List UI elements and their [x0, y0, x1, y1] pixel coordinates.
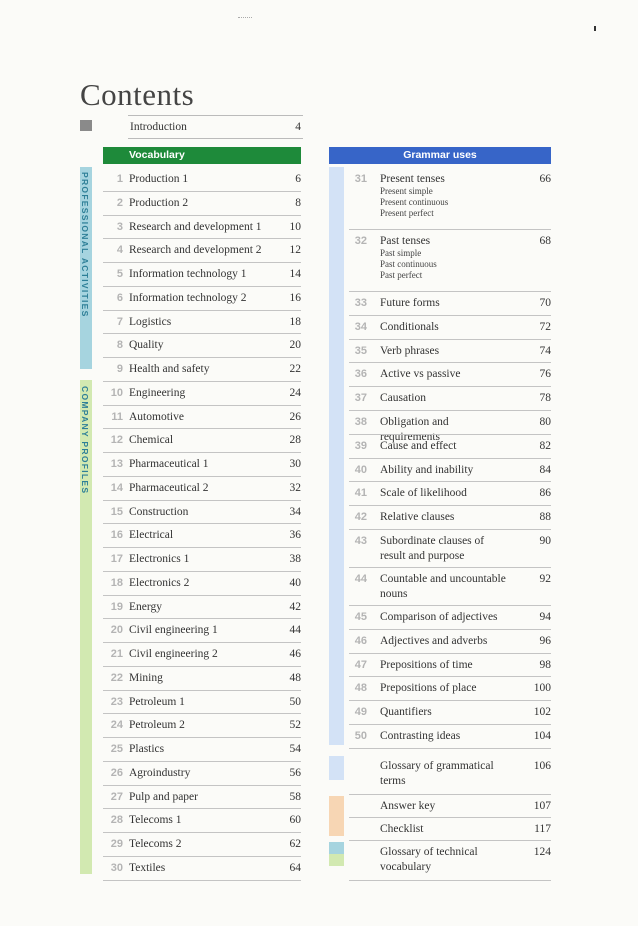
row-divider: [103, 381, 301, 382]
entry-page: 94: [539, 611, 551, 623]
entry-page: 12: [289, 244, 301, 257]
entry-label: Engineering: [129, 386, 186, 399]
entry-page: 16: [289, 291, 301, 304]
row-divider: [349, 629, 551, 630]
entry-number: 49: [354, 706, 367, 719]
entry-label: Research and development 1: [129, 220, 262, 233]
entry-number: 41: [354, 487, 367, 500]
entry-number: 10: [110, 386, 123, 399]
entry-number: 25: [110, 743, 123, 755]
entry-label: Answer key: [380, 799, 436, 812]
row-divider: [103, 238, 301, 239]
entry-page: 90: [539, 535, 551, 547]
row-divider: [103, 500, 301, 501]
entry-number: 19: [110, 600, 123, 613]
entry-number: 35: [354, 344, 367, 357]
entry-sublabel: Present continuous: [380, 197, 449, 207]
row-divider: [349, 315, 551, 316]
entry-page: 72: [539, 320, 551, 333]
entry-page: 28: [289, 434, 301, 447]
entry-page: 38: [289, 553, 301, 565]
row-divider: [349, 386, 551, 387]
entry-label: Cause and effect: [380, 439, 457, 452]
entry-number: 18: [110, 576, 123, 589]
entry-label: Telecoms 2: [129, 838, 182, 850]
entry-number: 44: [354, 573, 367, 585]
vocabulary-header-label: Vocabulary: [129, 149, 185, 161]
row-divider: [103, 191, 301, 192]
entry-number: 23: [110, 695, 123, 708]
entry-number: 28: [110, 814, 123, 827]
entry-label: Chemical: [129, 434, 174, 447]
entry-page: 6: [295, 173, 301, 185]
row-divider: [349, 748, 551, 749]
entry-label: Prepositions of time: [380, 658, 473, 671]
row-divider: [103, 761, 301, 762]
entry-number: 1: [116, 173, 123, 185]
entry-page: 74: [539, 344, 551, 357]
entry-label: Present tenses Present simple Present continuous Present perfect: [380, 172, 510, 219]
entry-number: 13: [110, 458, 123, 470]
row-divider: [349, 339, 551, 340]
entry-label: Ability and inability: [380, 463, 474, 476]
entry-page: 34: [289, 505, 301, 518]
entry-number: 50: [354, 730, 367, 742]
row-divider: [349, 481, 551, 482]
row-divider: [103, 476, 301, 477]
entry-page: 107: [533, 799, 551, 812]
entry-number: 4: [116, 244, 123, 257]
row-divider: [103, 547, 301, 548]
row-divider: [349, 410, 551, 411]
entry-label: Construction: [129, 505, 189, 518]
intro-square: [80, 120, 92, 131]
entry-label: Energy: [129, 600, 163, 613]
vocabulary-header: [103, 147, 301, 164]
entry-number: 47: [354, 658, 367, 671]
row-divider: [103, 262, 301, 263]
entry-number: 40: [354, 463, 367, 476]
entry-page: 32: [289, 481, 301, 494]
entry-label: Electronics 2: [129, 576, 190, 589]
entry-number: 16: [110, 529, 123, 542]
entry-label: Petroleum 1: [129, 695, 185, 708]
entry-number: 27: [110, 790, 123, 803]
glossary-band: [329, 756, 344, 780]
entry-page: 40: [289, 576, 301, 589]
entry-number: 17: [110, 553, 123, 565]
row-divider: [349, 434, 551, 435]
entry-label: Verb phrases: [380, 344, 440, 357]
row-divider: [349, 653, 551, 654]
row-divider: [103, 428, 301, 429]
answer-band: [329, 796, 344, 836]
entry-sublabel: Past perfect: [380, 270, 423, 280]
entry-number: 37: [354, 392, 367, 405]
entry-page: 76: [539, 368, 551, 381]
entry-page: 60: [289, 814, 301, 827]
entry-label: Quantifiers: [380, 706, 432, 719]
row-divider: [103, 310, 301, 311]
entry-page: 104: [533, 730, 551, 742]
entry-label: Civil engineering 2: [129, 648, 218, 660]
corner-mark: [594, 26, 596, 31]
entry-label: Future forms: [380, 297, 440, 309]
row-divider: [103, 215, 301, 216]
entry-page: 78: [539, 392, 551, 405]
entry-label: Petroleum 2: [129, 719, 185, 732]
entry-label: Production 1: [129, 173, 189, 185]
row-divider: [103, 642, 301, 643]
entry-page: 8: [295, 196, 301, 209]
entry-number: 14: [110, 481, 123, 494]
entry-label: Glossary of technical vocabulary: [380, 845, 478, 873]
row-divider: [103, 333, 301, 334]
entry-sublabel: Past continuous: [380, 259, 437, 269]
entry-sublabel: Present perfect: [380, 208, 434, 218]
entry-page: 52: [289, 719, 301, 732]
row-divider: [103, 808, 301, 809]
entry-page: 96: [539, 634, 551, 647]
entry-label: Information technology 1: [129, 268, 247, 280]
entry-page: 54: [289, 743, 301, 755]
entry-page: 36: [289, 529, 301, 542]
row-divider: [103, 785, 301, 786]
entry-page: 80: [539, 416, 551, 428]
entry-page: 20: [289, 339, 301, 352]
entry-label: Relative clauses: [380, 511, 455, 524]
row-divider: [103, 571, 301, 572]
entry-page: 82: [539, 439, 551, 452]
entry-page: 18: [289, 315, 301, 328]
intro-page: 4: [295, 121, 301, 133]
entry-page: 86: [539, 487, 551, 500]
entry-label: Subordinate clauses of result and purpose: [380, 535, 485, 562]
entry-label: Production 2: [129, 196, 189, 209]
entry-page: 117: [534, 822, 551, 835]
entry-number: 26: [110, 766, 123, 779]
entry-page: 84: [539, 463, 551, 476]
entry-number: 24: [110, 719, 123, 732]
entry-number: 11: [111, 410, 123, 423]
entry-page: 100: [533, 682, 551, 695]
entry-page: 56: [289, 766, 301, 779]
entry-page: 14: [289, 268, 301, 280]
entry-number: 15: [110, 505, 123, 518]
row-divider: [103, 690, 301, 691]
entry-page: 88: [539, 511, 551, 524]
entry-label: Automotive: [129, 410, 184, 423]
entry-number: 38: [354, 416, 367, 428]
entry-page: 106: [533, 759, 551, 772]
row-divider: [349, 362, 551, 363]
entry-sublabel: Past simple: [380, 248, 422, 258]
entry-number: 46: [354, 634, 367, 647]
entry-page: 42: [289, 600, 301, 613]
entry-label: Active vs passive: [380, 368, 461, 381]
entry-page: 46: [289, 648, 301, 660]
row-divider: [103, 618, 301, 619]
row-divider: [349, 700, 551, 701]
entry-page: 58: [289, 790, 301, 803]
row-divider: [349, 229, 551, 230]
row-divider: [349, 605, 551, 606]
entry-label: Mining: [129, 671, 163, 684]
entry-page: 30: [289, 458, 301, 470]
row-divider: [349, 676, 551, 677]
entry-number: 33: [354, 297, 367, 309]
row-divider: [349, 880, 551, 881]
entry-number: 31: [354, 173, 367, 185]
entry-label: Countable and uncountable nouns: [380, 573, 506, 600]
entry-label: Prepositions of place: [380, 682, 477, 695]
entry-page: 24: [289, 386, 301, 399]
entry-label: Conditionals: [380, 320, 439, 333]
entry-page: 50: [289, 695, 301, 708]
entry-label: Obligation and requirements: [380, 416, 449, 443]
entry-label: Electrical: [129, 529, 174, 542]
entry-label: Contrasting ideas: [380, 730, 461, 742]
row-divider: [349, 794, 551, 795]
entry-page: 92: [539, 573, 551, 585]
entry-page: 68: [539, 235, 551, 247]
entry-label: Quality: [129, 339, 164, 352]
entry-number: 5: [116, 268, 123, 280]
entry-label: Glossary of grammatical terms: [380, 759, 494, 787]
glossary-tech-band-bottom: [329, 854, 344, 866]
entry-number: 3: [116, 220, 123, 233]
row-divider: [103, 666, 301, 667]
company-label: COMPANY PROFILES: [80, 386, 90, 495]
row-divider: [349, 817, 551, 818]
entry-number: 42: [354, 511, 367, 524]
row-divider: [103, 523, 301, 524]
entry-number: 29: [110, 838, 123, 850]
grammar-header: Grammar uses: [329, 147, 551, 164]
entry-number: 8: [116, 339, 123, 352]
row-divider: [103, 856, 301, 857]
glossary-tech-band-top: [329, 842, 344, 854]
entry-label: Adjectives and adverbs: [380, 634, 488, 647]
entry-page: 124: [533, 845, 551, 858]
row-divider: [349, 724, 551, 725]
entry-number: 2: [116, 196, 123, 209]
entry-page: 26: [289, 410, 301, 423]
entry-number: 39: [354, 439, 367, 452]
entry-label: Information technology 2: [129, 291, 247, 304]
row-divider: [103, 357, 301, 358]
entry-number: 20: [110, 624, 123, 637]
entry-label: Causation: [380, 392, 426, 405]
row-divider: [349, 840, 551, 841]
row-divider: [103, 832, 301, 833]
row-divider: [349, 567, 551, 568]
row-divider: [103, 286, 301, 287]
entry-label: Pharmaceutical 2: [129, 481, 209, 494]
row-divider: [103, 595, 301, 596]
entry-page: 48: [289, 671, 301, 684]
entry-label: Telecoms 1: [129, 814, 182, 827]
row-divider: [103, 452, 301, 453]
grammar-band: [329, 167, 344, 745]
professional-label: PROFESSIONAL ACTIVITIES: [80, 172, 90, 318]
row-divider: [349, 505, 551, 506]
entry-page: 10: [289, 220, 301, 233]
entry-label: Agroindustry: [129, 766, 191, 779]
entry-label: Logistics: [129, 315, 172, 328]
entry-number: 12: [110, 434, 123, 447]
entry-label: Scale of likelihood: [380, 487, 467, 500]
entry-label: Research and development 2: [129, 244, 262, 257]
entry-label: Pulp and paper: [129, 790, 198, 803]
entry-number: 34: [354, 320, 367, 333]
top-mark: [238, 17, 252, 18]
row-divider: [349, 529, 551, 530]
entry-number: 7: [116, 315, 123, 328]
entry-number: 22: [110, 671, 123, 684]
entry-number: 36: [354, 368, 367, 381]
intro-label: Introduction: [130, 121, 187, 133]
entry-page: 44: [289, 624, 301, 637]
row-divider: [349, 458, 551, 459]
page-title: Contents: [80, 76, 195, 112]
entry-number: 45: [354, 611, 367, 623]
entry-label: Electronics 1: [129, 553, 190, 565]
entry-number: 21: [110, 648, 123, 660]
entry-page: 98: [539, 658, 551, 671]
entry-label: Pharmaceutical 1: [129, 458, 209, 470]
entry-page: 70: [539, 297, 551, 309]
entry-label: Comparison of adjectives: [380, 611, 498, 623]
entry-page: 66: [539, 173, 551, 185]
entry-label: Checklist: [380, 822, 424, 835]
row-divider: [103, 880, 301, 881]
entry-number: 6: [116, 291, 123, 304]
entry-page: 64: [289, 861, 301, 874]
entry-label: Health and safety: [129, 363, 210, 375]
intro-entry[interactable]: [128, 115, 303, 139]
entry-number: 32: [354, 235, 367, 247]
entry-number: 30: [110, 861, 123, 874]
row-divider: [349, 291, 551, 292]
entry-page: 22: [289, 363, 301, 375]
entry-number: 43: [354, 535, 367, 547]
entry-sublabel: Present simple: [380, 186, 433, 196]
row-divider: [103, 713, 301, 714]
entry-label: Past tenses Past simple Past continuous Past perfect: [380, 234, 510, 281]
entry-label: Plastics: [129, 743, 165, 755]
row-divider: [103, 737, 301, 738]
entry-page: 62: [289, 838, 301, 850]
row-divider: [103, 405, 301, 406]
entry-label: Civil engineering 1: [129, 624, 218, 637]
entry-label: Textiles: [129, 861, 166, 874]
entry-number: 48: [354, 682, 367, 695]
entry-page: 102: [533, 706, 551, 719]
entry-number: 9: [116, 363, 123, 375]
